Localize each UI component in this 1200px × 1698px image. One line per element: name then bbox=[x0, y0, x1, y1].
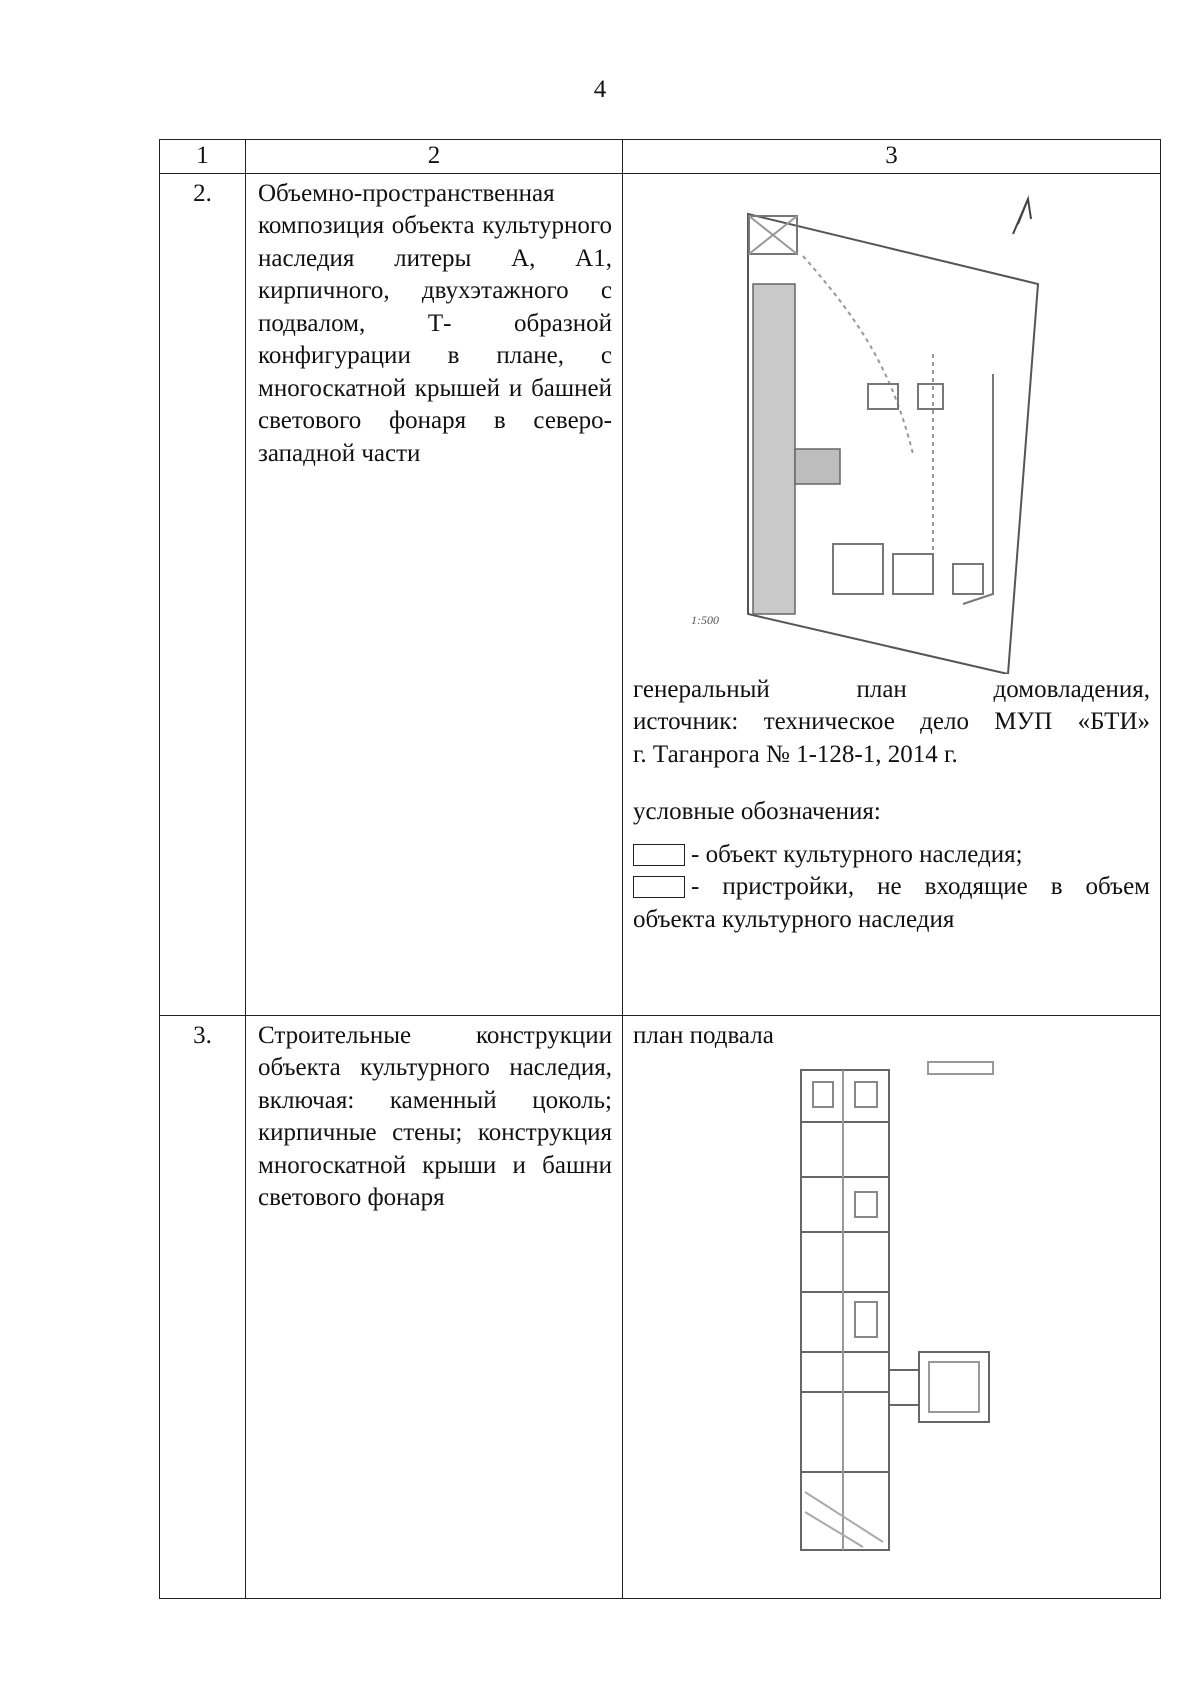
plan-caption bbox=[633, 674, 1150, 772]
document-table bbox=[159, 139, 1161, 1599]
site-plan-figure bbox=[633, 174, 1150, 674]
legend-item-heritage-label: - объект культурного наследия; bbox=[691, 840, 1023, 868]
basement-plan-title: план подвала bbox=[633, 1021, 774, 1049]
header-col-3: 3 bbox=[623, 140, 1161, 174]
row-image-cell bbox=[623, 1015, 1161, 1598]
row-number: 3. bbox=[160, 1015, 246, 1598]
legend bbox=[633, 796, 1150, 936]
legend-item-additions-label: - пристройки, не входящие в объем bbox=[691, 873, 1150, 900]
caption-line-2: источник: техническое дело МУП «БТИ» bbox=[633, 708, 1150, 735]
table-row bbox=[160, 1015, 1161, 1598]
legend-swatch-heritage bbox=[633, 844, 685, 866]
basement-plan-figure bbox=[633, 1052, 1150, 1572]
legend-swatch-additions bbox=[633, 876, 685, 898]
caption-line-1: генеральный план домовладения, bbox=[633, 675, 1150, 703]
legend-item-heritage bbox=[633, 839, 1150, 872]
description-text: Объемно-пространственная композиция объекта культурного наследия литеры А, А1, кирпичного, двухэтажного с подвалом, Т- образной конфигурации в плане, с многоскатной крышей и башней светового фонаря в северо-западной части bbox=[258, 179, 612, 467]
site-plan-drawing bbox=[633, 174, 1151, 674]
row-number: 2. bbox=[160, 173, 246, 1015]
legend-title: условные обозначения: bbox=[633, 798, 881, 825]
caption-line-3: г. Таганрога № 1-128-1, 2014 г. bbox=[633, 740, 958, 768]
page-number: 4 bbox=[593, 76, 607, 103]
header-col-2: 2 bbox=[246, 140, 623, 174]
plan-scale-label: 1:500 bbox=[691, 612, 719, 627]
row-description bbox=[246, 1015, 623, 1598]
row-image-cell bbox=[623, 173, 1161, 1015]
basement-plan-drawing bbox=[633, 1052, 1151, 1572]
description-text: Строительные конструкции объекта культурного наследия, включая: каменный цоколь; кирпичные стены; конструкция многоскатной крыши и башни светового фонаря bbox=[258, 1021, 612, 1211]
legend-item-additions bbox=[633, 871, 1150, 904]
header-col-1: 1 bbox=[160, 140, 246, 174]
legend-item-additions-label-cont: объекта культурного наследия bbox=[633, 905, 955, 933]
table-row bbox=[160, 173, 1161, 1015]
row-description bbox=[246, 173, 623, 1015]
table-header-row bbox=[160, 140, 1161, 174]
